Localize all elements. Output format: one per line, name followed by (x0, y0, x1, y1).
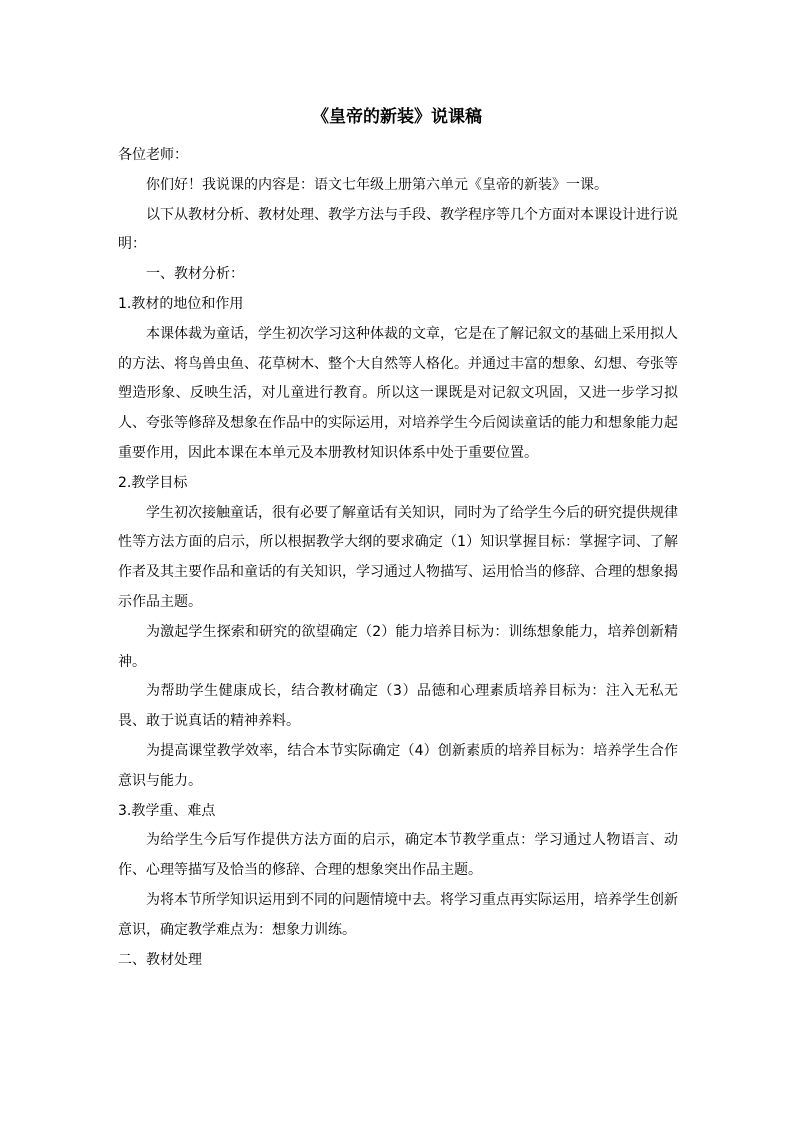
subheading-teaching-goals: 2.教学目标 (118, 474, 188, 491)
section-heading-material-analysis: 一、教材分析： (146, 266, 244, 283)
subheading-status-role: 1.教材的地位和作用 (118, 295, 244, 312)
paragraph-key-point: 为给学生今后写作提供方法方面的启示，确定本节教学重点：学习通过人物语言、动作、心理等描写及恰当的修辞、合理的想象突出作品主题。 (118, 832, 678, 879)
paragraph-status-role: 本课体裁为童话，学生初次学习这种体裁的文章，它是在了解记叙文的基础上采用拟人的方法、将鸟兽虫鱼、花草树木、整个大自然等人格化。并通过丰富的想象、幻想、夸张等塑造形象、反映生活，对儿童进行教育。所以这一课既是对记叙文巩固，又进一步学习拟人、夸张等修辞及想象在作品中的实际运用，对培养学生今后阅读童话的能力和想象能力起重要作用，因此本课在本单元及本册教材知识体系中处于重要位置。 (118, 325, 678, 461)
paragraph-goal-moral: 为帮助学生健康成长，结合教材确定（3）品德和心理素质培养目标为：注入无私无畏、敢于说真话的精神养料。 (118, 683, 678, 730)
paragraph-goal-ability: 为激起学生探索和研究的欲望确定（2）能力培养目标为：训练想象能力，培养创新精神。 (118, 623, 678, 670)
paragraph-goal-knowledge: 学生初次接触童话，很有必要了解童话有关知识，同时为了给学生今后的研究提供规律性等方法方面的启示，所以根据教学大纲的要求确定（1）知识掌握目标：掌握字词、了解作者及其主要作品和童话的有关知识，学习通过人物描写、运用恰当的修辞、合理的想象揭示作品主题。 (118, 504, 678, 610)
paragraph-greeting: 各位老师： (118, 147, 188, 163)
section-heading-material-processing: 二、教材处理 (118, 951, 202, 968)
document-title: 《皇帝的新装》说课稿 (312, 107, 482, 127)
document-body (118, 141, 678, 975)
subheading-key-difficult-points: 3.教学重、难点 (118, 802, 216, 819)
paragraph-outline: 以下从教材分析、教材处理、教学方法与手段、教学程序等几个方面对本课设计进行说明： (118, 206, 678, 253)
paragraph-goal-innovation: 为提高课堂教学效率，结合本节实际确定（4）创新素质的培养目标为：培养学生合作意识与能力。 (118, 742, 678, 789)
paragraph-intro: 你们好！我说课的内容是：语文七年级上册第六单元《皇帝的新装》一课。 (146, 176, 608, 193)
paragraph-difficult-point: 为将本节所学知识运用到不同的问题情境中去。将学习重点再实际运用，培养学生创新意识，确定教学难点为：想象力训练。 (118, 891, 678, 938)
